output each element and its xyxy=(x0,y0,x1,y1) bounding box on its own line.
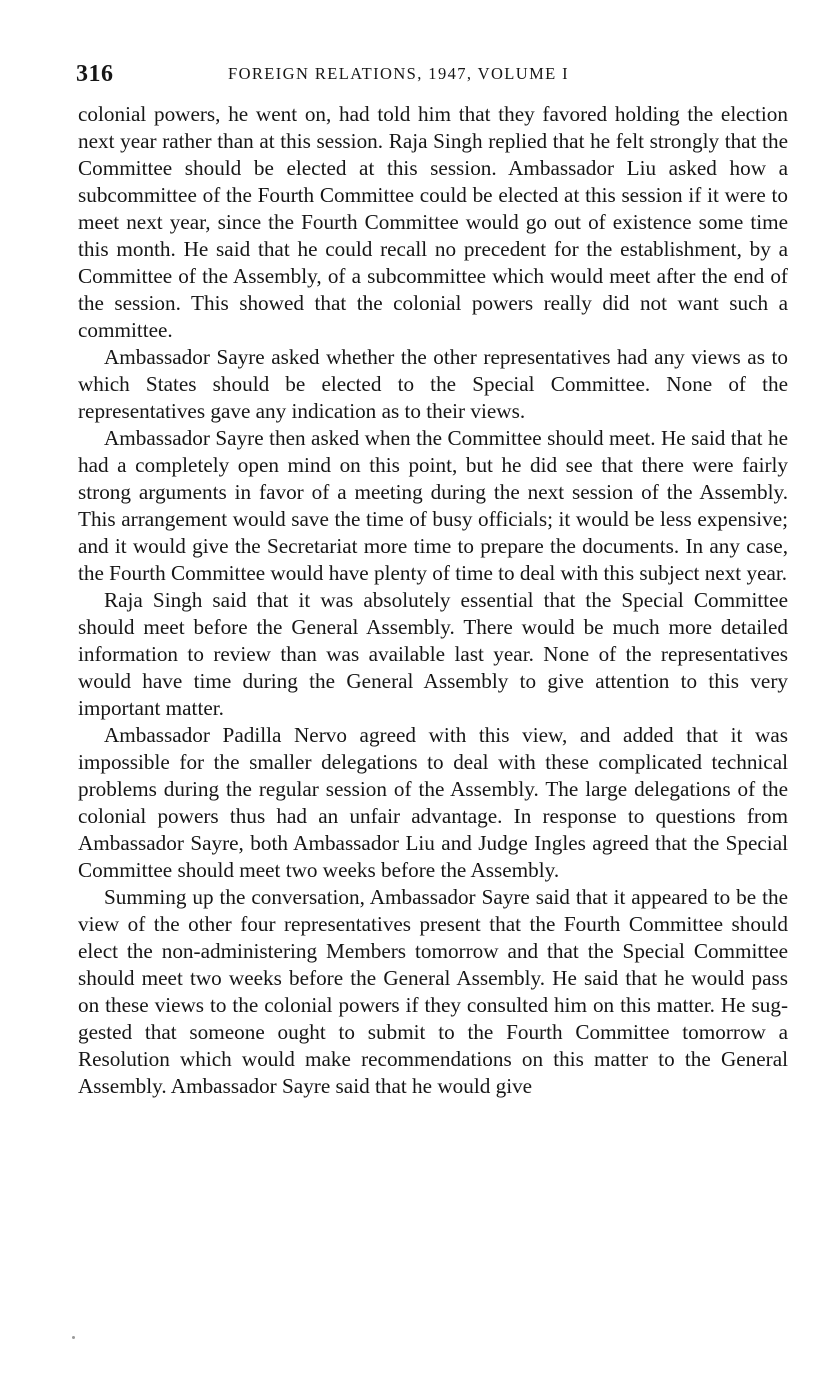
paragraph: Ambassador Sayre asked whether the other representatives had any views as to which States should be elected to the Special Committee. None of the representatives gave any indication as to their views. xyxy=(78,345,788,423)
running-header xyxy=(76,58,786,90)
paragraph: Raja Singh said that it was absolutely essential that the Special Committee should meet before the General Assembly. There would be much more detailed information to review than was available last year. None of the representatives would have time during the General Assembly to give attention to this very important matter. xyxy=(78,588,788,720)
page-number: 316 xyxy=(76,61,114,87)
paragraph-continued: colonial powers, he went on, had told him that they favored holding the election next year rather than at this session. Raja Singh replied that he felt strongly that the Committee should be elected at this session. Ambassador Liu asked how a subcommittee of the Fourth Committee could be elected at this session if it were to meet next year, since the Fourth Committee would go out of existence some time this month. He said that he could recall no precedent for the establishment, by a Committee of the Assembly, of a subcommittee which would meet after the end of the session. This showed that the colonial powers really did not want such a committee. xyxy=(78,102,788,342)
scan-speck xyxy=(72,1336,75,1339)
running-title: FOREIGN RELATIONS, 1947, VOLUME I xyxy=(228,64,570,83)
paragraph: Ambassador Sayre then asked when the Committee should meet. He said that he had a completely open mind on this point, but he did see that there were fairly strong arguments in favor of a meeting during the next session of the Assembly. This arrangement would save the time of busy officials; it would be less expensive; and it would give the Secretariat more time to prepare the documents. In any case, the Fourth Committee would have plenty of time to deal with this subject next year. xyxy=(78,426,788,585)
body-text xyxy=(78,101,788,1100)
paragraph: Summing up the conversation, Ambassador Sayre said that it appeared to be the view of the other four representatives present that the Fourth Committee should elect the non-administering Members tomorrow and that the Special Committee should meet two weeks before the General Assembly. He said that he would pass on these views to the colonial powers if they consulted him on this matter. He suggested that someone ought to submit to the Fourth Committee tomorrow a Resolution which would make recommendations on this matter to the General Assembly. Ambassador Sayre said that he would give xyxy=(78,885,788,1098)
paragraph: Ambassador Padilla Nervo agreed with this view, and added that it was impossible for the smaller delegations to deal with these complicated technical problems during the regular session of the Assembly. The large delegations of the colonial powers thus had an unfair advantage. In response to questions from Ambassador Sayre, both Ambassador Liu and Judge Ingles agreed that the Special Committee should meet two weeks before the Assembly. xyxy=(78,723,788,882)
